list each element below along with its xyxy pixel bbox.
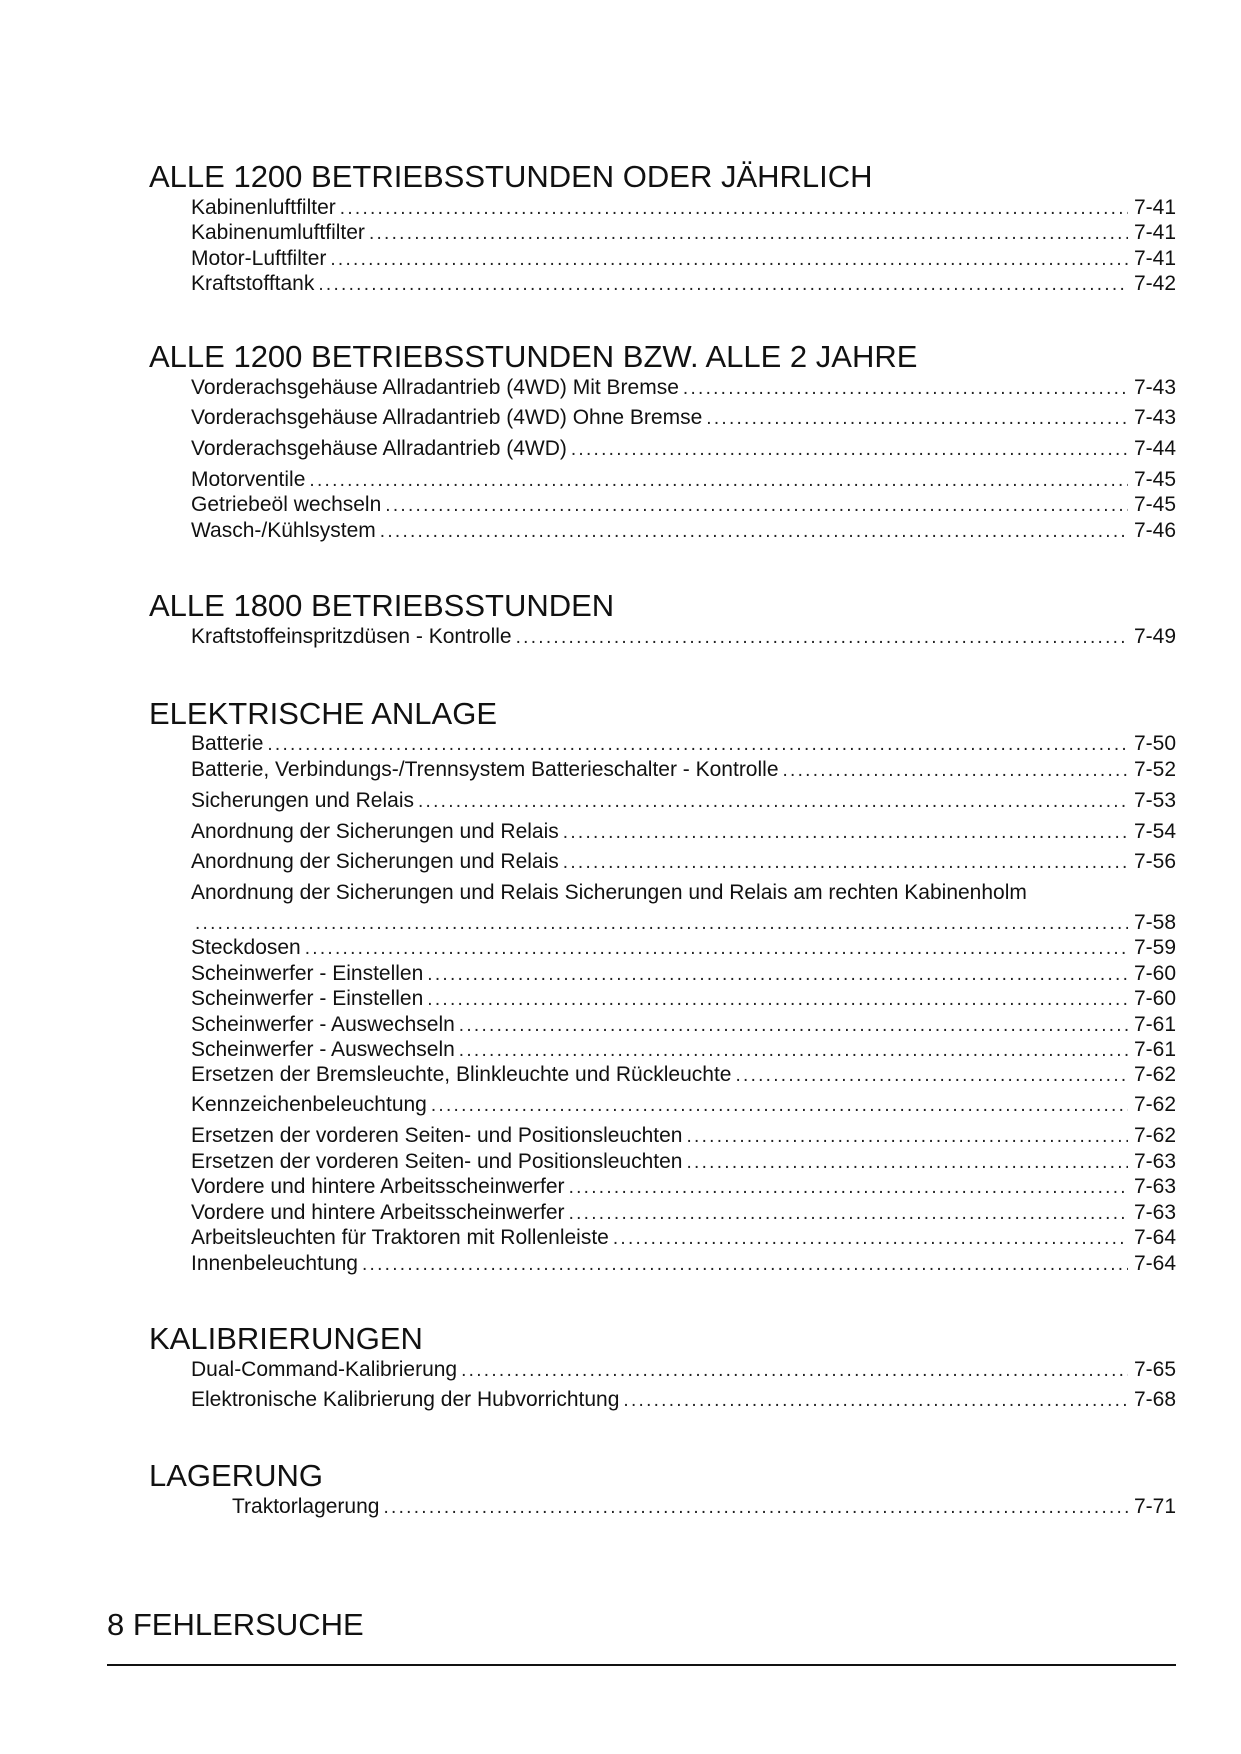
toc-entry[interactable] bbox=[191, 1225, 1176, 1251]
toc-entry-page: 7-43 bbox=[1133, 376, 1176, 399]
dot-leader bbox=[516, 625, 1128, 650]
toc-entry-page: 7-53 bbox=[1133, 789, 1176, 812]
toc-entry-page: 7-56 bbox=[1133, 850, 1176, 873]
dot-leader bbox=[383, 1495, 1128, 1520]
toc-entry[interactable] bbox=[191, 1012, 1176, 1038]
toc-entry-label: Batterie, Verbindungs-/Trennsystem Batterieschalter - Kontrolle bbox=[191, 758, 779, 781]
toc-entry-label: Kraftstoffeinspritzdüsen - Kontrolle bbox=[191, 625, 512, 648]
toc-entry-page: 7-46 bbox=[1133, 519, 1176, 542]
toc-entry-page: 7-42 bbox=[1133, 272, 1176, 295]
toc-entry[interactable] bbox=[191, 819, 1176, 845]
toc-entry-label: Innenbeleuchtung bbox=[191, 1252, 358, 1275]
toc-entry-label: Scheinwerfer - Einstellen bbox=[191, 962, 424, 985]
section-heading: ELEKTRISCHE ANLAGE bbox=[149, 696, 498, 731]
dot-leader bbox=[459, 1038, 1128, 1063]
toc-entry-label: Scheinwerfer - Auswechseln bbox=[191, 1038, 455, 1061]
toc-entry-page: 7-54 bbox=[1133, 820, 1176, 843]
dot-leader bbox=[461, 1358, 1128, 1383]
toc-entry-label: Arbeitsleuchten für Traktoren mit Rollenleiste bbox=[191, 1226, 609, 1249]
dot-leader bbox=[571, 437, 1128, 462]
toc-entry[interactable] bbox=[191, 436, 1176, 462]
toc-entry[interactable] bbox=[191, 1357, 1176, 1383]
toc-entry-label: Ersetzen der Bremsleuchte, Blinkleuchte und Rückleuchte bbox=[191, 1063, 732, 1086]
dot-leader bbox=[267, 732, 1128, 757]
toc-entry[interactable] bbox=[191, 1092, 1176, 1118]
section-heading: ALLE 1800 BETRIEBSSTUNDEN bbox=[149, 588, 615, 623]
dot-leader bbox=[686, 1150, 1128, 1175]
dot-leader bbox=[569, 1201, 1128, 1226]
toc-entry-page: 7-61 bbox=[1133, 1038, 1176, 1061]
toc-entry[interactable] bbox=[191, 246, 1176, 272]
toc-entry-page: 7-60 bbox=[1133, 987, 1176, 1010]
toc-entry-label: Anordnung der Sicherungen und Relais bbox=[191, 820, 559, 843]
dot-leader bbox=[340, 196, 1128, 221]
dot-leader bbox=[686, 1124, 1128, 1149]
toc-entry[interactable] bbox=[191, 849, 1176, 875]
toc-entry-page: 7-63 bbox=[1133, 1150, 1176, 1173]
toc-entry-page: 7-49 bbox=[1133, 625, 1176, 648]
toc-entry-page: 7-44 bbox=[1133, 437, 1176, 460]
section-heading: KALIBRIERUNGEN bbox=[149, 1321, 423, 1356]
toc-entry-label: Kabinenumluftfilter bbox=[191, 221, 365, 244]
dot-leader bbox=[459, 1013, 1128, 1038]
dot-leader bbox=[427, 962, 1128, 987]
dot-leader bbox=[569, 1175, 1128, 1200]
toc-entry-label: Traktorlagerung bbox=[232, 1495, 380, 1518]
toc-entry-label: Vorderachsgehäuse Allradantrieb (4WD) Ohne Bremse bbox=[191, 406, 703, 429]
toc-entry-page: 7-62 bbox=[1133, 1124, 1176, 1147]
dot-leader bbox=[683, 376, 1128, 401]
dot-leader bbox=[418, 789, 1128, 814]
toc-entry-label: Kraftstofftank bbox=[191, 272, 315, 295]
dot-leader bbox=[309, 468, 1128, 493]
toc-entry-page: 7-41 bbox=[1133, 196, 1176, 219]
toc-entry-page: 7-52 bbox=[1133, 758, 1176, 781]
dot-leader bbox=[623, 1388, 1128, 1413]
toc-entry-page: 7-71 bbox=[1133, 1495, 1176, 1518]
toc-entry-label: Vorderachsgehäuse Allradantrieb (4WD) bbox=[191, 437, 567, 460]
section-heading: ALLE 1200 BETRIEBSSTUNDEN ODER JÄHRLICH bbox=[149, 159, 873, 194]
toc-entry-page: 7-61 bbox=[1133, 1013, 1176, 1036]
toc-entry[interactable] bbox=[191, 1149, 1176, 1175]
toc-entry-label: Wasch-/Kühlsystem bbox=[191, 519, 376, 542]
dot-leader bbox=[783, 758, 1128, 783]
toc-entry-page: 7-64 bbox=[1133, 1226, 1176, 1249]
chapter-heading: 8 FEHLERSUCHE bbox=[107, 1607, 364, 1642]
dot-leader bbox=[380, 519, 1128, 544]
dot-leader bbox=[330, 247, 1128, 272]
dot-leader bbox=[369, 221, 1128, 246]
toc-entry-label: Motorventile bbox=[191, 468, 306, 491]
dot-leader bbox=[318, 272, 1128, 297]
toc-entry-page: 7-45 bbox=[1133, 493, 1176, 516]
toc-entry-label: Scheinwerfer - Auswechseln bbox=[191, 1013, 455, 1036]
dot-leader bbox=[305, 936, 1128, 961]
dot-leader bbox=[613, 1226, 1128, 1251]
dot-leader bbox=[385, 493, 1128, 518]
toc-entry-label: Sicherungen und Relais bbox=[191, 789, 414, 812]
toc-entry-page: 7-41 bbox=[1133, 247, 1176, 270]
toc-entry[interactable] bbox=[191, 1123, 1176, 1149]
toc-entry[interactable] bbox=[191, 788, 1176, 814]
toc-entry-page: 7-68 bbox=[1133, 1388, 1176, 1411]
toc-entry-label: Elektronische Kalibrierung der Hubvorrichtung bbox=[191, 1388, 620, 1411]
dot-leader bbox=[195, 911, 1128, 936]
toc-entry[interactable] bbox=[191, 195, 1176, 221]
section-heading: ALLE 1200 BETRIEBSSTUNDEN BZW. ALLE 2 JAHRE bbox=[149, 339, 918, 374]
toc-entry-page: 7-41 bbox=[1133, 221, 1176, 244]
toc-entry-page: 7-62 bbox=[1133, 1063, 1176, 1086]
toc-entry[interactable] bbox=[191, 757, 1176, 783]
toc-entry[interactable] bbox=[191, 375, 1176, 401]
toc-entry[interactable] bbox=[191, 467, 1176, 493]
toc-entry[interactable] bbox=[191, 1251, 1176, 1277]
toc-entry-label: Getriebeöl wechseln bbox=[191, 493, 382, 516]
toc-entry-page: 7-43 bbox=[1133, 406, 1176, 429]
dot-leader bbox=[362, 1252, 1128, 1277]
toc-entry-label: Ersetzen der vorderen Seiten- und Positionsleuchten bbox=[191, 1150, 683, 1173]
toc-entry-label: Kennzeichenbeleuchtung bbox=[191, 1093, 427, 1116]
toc-entry-page: 7-63 bbox=[1133, 1175, 1176, 1198]
toc-entry-page: 7-58 bbox=[1133, 911, 1176, 934]
toc-entry-page: 7-65 bbox=[1133, 1358, 1176, 1381]
toc-entry-page: 7-59 bbox=[1133, 936, 1176, 959]
toc-entry[interactable] bbox=[191, 624, 1176, 650]
toc-entry[interactable] bbox=[191, 518, 1176, 544]
toc-entry[interactable] bbox=[191, 1200, 1176, 1226]
toc-entry-label: Motor-Luftfilter bbox=[191, 247, 327, 270]
toc-entry[interactable] bbox=[191, 961, 1176, 987]
dot-leader bbox=[427, 987, 1128, 1012]
horizontal-rule bbox=[107, 1664, 1176, 1666]
toc-entry-label: Dual-Command-Kalibrierung bbox=[191, 1358, 458, 1381]
toc-entry-label: Vorderachsgehäuse Allradantrieb (4WD) Mit Bremse bbox=[191, 376, 679, 399]
dot-leader bbox=[563, 820, 1128, 845]
toc-entry[interactable] bbox=[191, 1174, 1176, 1200]
toc-entry-label: Vordere und hintere Arbeitsscheinwerfer bbox=[191, 1175, 565, 1198]
toc-entry-page: 7-62 bbox=[1133, 1093, 1176, 1116]
toc-entry[interactable] bbox=[232, 1494, 1176, 1520]
dot-leader bbox=[431, 1093, 1128, 1118]
section-heading: LAGERUNG bbox=[149, 1458, 323, 1493]
dot-leader bbox=[735, 1063, 1128, 1088]
toc-entry-label: Steckdosen bbox=[191, 936, 301, 959]
toc-entry-page: 7-64 bbox=[1133, 1252, 1176, 1275]
toc-entry[interactable] bbox=[191, 986, 1176, 1012]
toc-entry[interactable] bbox=[191, 271, 1176, 297]
toc-entry[interactable] bbox=[191, 731, 1176, 757]
toc-entry-page: 7-45 bbox=[1133, 468, 1176, 491]
toc-entry-page: 7-60 bbox=[1133, 962, 1176, 985]
toc-entry-page: 7-63 bbox=[1133, 1201, 1176, 1224]
toc-entry[interactable] bbox=[191, 910, 1176, 936]
toc-entry[interactable] bbox=[191, 220, 1176, 246]
dot-leader bbox=[706, 406, 1128, 431]
toc-entry[interactable] bbox=[191, 1037, 1176, 1063]
toc-entry-label: Vordere und hintere Arbeitsscheinwerfer bbox=[191, 1201, 565, 1224]
toc-entry-label[interactable]: Anordnung der Sicherungen und Relais Sicherungen und Relais am rechten Kabinenholm bbox=[191, 881, 1027, 904]
toc-entry-label: Batterie bbox=[191, 732, 264, 755]
toc-entry[interactable] bbox=[191, 1062, 1176, 1088]
toc-entry-page: 7-50 bbox=[1133, 732, 1176, 755]
toc-entry-label: Ersetzen der vorderen Seiten- und Positionsleuchten bbox=[191, 1124, 683, 1147]
toc-entry-label: Anordnung der Sicherungen und Relais bbox=[191, 850, 559, 873]
toc-entry[interactable] bbox=[191, 492, 1176, 518]
dot-leader bbox=[563, 850, 1128, 875]
toc-entry-label: Scheinwerfer - Einstellen bbox=[191, 987, 424, 1010]
toc-entry[interactable] bbox=[191, 935, 1176, 961]
toc-entry[interactable] bbox=[191, 405, 1176, 431]
toc-entry[interactable] bbox=[191, 1387, 1176, 1413]
toc-entry-label: Kabinenluftfilter bbox=[191, 196, 336, 219]
